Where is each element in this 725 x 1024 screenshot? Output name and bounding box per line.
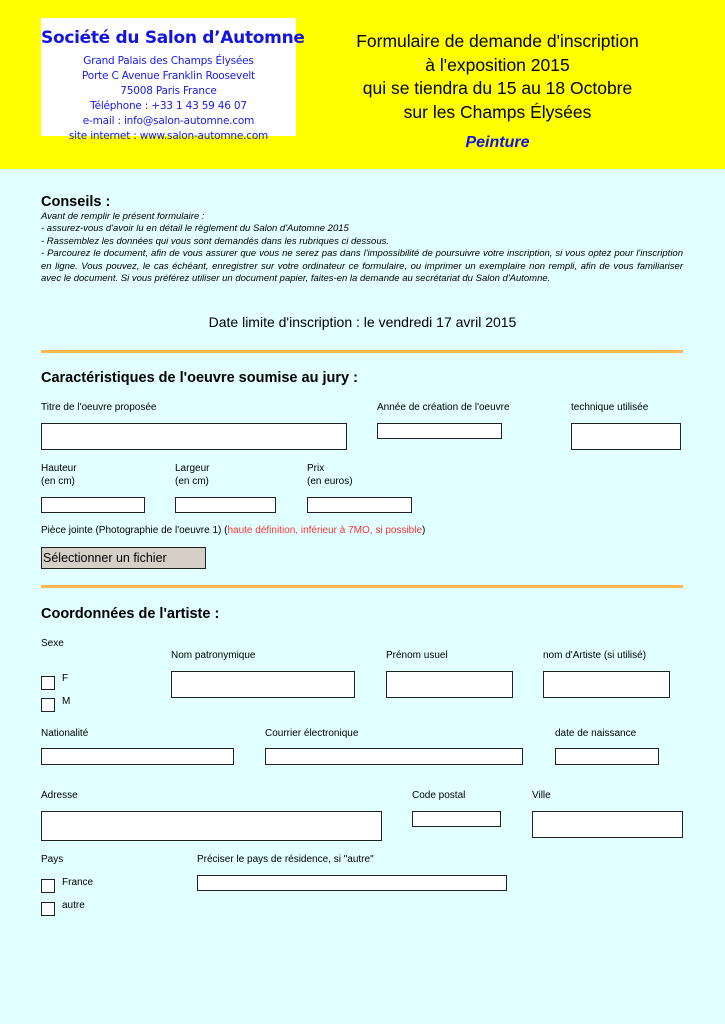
- title-line: sur les Champs Élysées: [403, 101, 592, 122]
- firstname-label: Prénom usuel: [386, 650, 448, 661]
- firstname-input[interactable]: [386, 671, 513, 698]
- sex-m-checkbox[interactable]: [41, 698, 55, 712]
- surname-label: Nom patronymique: [171, 650, 256, 661]
- attachment-label-text: Pièce jointe (Photographie de l'oeuvre 1) (: [41, 525, 228, 536]
- attachment-note: haute définition, inférieur à 7MO, si possible: [227, 525, 423, 536]
- technique-input[interactable]: [571, 423, 681, 450]
- technique-label: technique utilisée: [571, 402, 649, 413]
- section-divider: [41, 350, 683, 353]
- other-country-input[interactable]: [197, 875, 507, 891]
- sex-m-label: M: [62, 696, 71, 707]
- height-unit-text: (en cm): [41, 475, 75, 487]
- logo-website: site internet : www.salon-automne.com: [68, 130, 269, 142]
- sex-f-label: F: [62, 673, 69, 684]
- logo-address-line: 75008 Paris France: [120, 85, 217, 97]
- price-input[interactable]: [307, 497, 412, 513]
- address-label: Adresse: [41, 790, 78, 801]
- artist-name-label: nom d'Artiste (si utilisé): [543, 650, 647, 661]
- price-unit-text: (en euros): [307, 475, 353, 487]
- advice-line: Avant de remplir le présent formulaire :: [41, 211, 205, 222]
- sex-label: Sexe: [41, 638, 64, 649]
- advice-heading: Conseils :: [41, 194, 111, 210]
- advice-line: - assurez-vous d'avoir lu en détail le règlement du Salon d'Automne 2015: [41, 223, 349, 235]
- nationality-label: Nationalité: [41, 728, 89, 739]
- logo-address-line: Porte C Avenue Franklin Roosevelt: [82, 70, 255, 82]
- height-input[interactable]: [41, 497, 145, 513]
- height-label-text: Hauteur: [41, 463, 77, 474]
- logo-phone: Téléphone : +33 1 43 59 46 07: [90, 100, 247, 112]
- attachment-label-end: ): [422, 525, 426, 536]
- organization-name: Société du Salon d’Automne: [41, 28, 305, 48]
- width-label-text: Largeur: [175, 463, 210, 474]
- deadline-text: Date limite d'inscription : le vendredi 17 avril 2015: [208, 314, 517, 330]
- city-input[interactable]: [532, 811, 683, 838]
- country-label: Pays: [41, 854, 64, 865]
- category-label: Peinture: [465, 134, 530, 151]
- birthdate-label: date de naissance: [555, 728, 637, 739]
- logo-email: e-mail : info@salon-automne.com: [82, 115, 255, 127]
- title-line: qui se tiendra du 15 au 18 Octobre: [362, 78, 633, 98]
- sex-f-checkbox[interactable]: [41, 676, 55, 690]
- artwork-title-input[interactable]: [41, 423, 347, 450]
- width-input[interactable]: [175, 497, 276, 513]
- artist-name-input[interactable]: [543, 671, 670, 698]
- country-other-label: autre: [62, 900, 85, 911]
- email-label: Courrier électronique: [265, 728, 359, 739]
- width-unit-text: (en cm): [175, 475, 209, 487]
- advice-line: - Rassemblez les données qui vous sont demandés dans les rubriques ci dessous.: [41, 235, 389, 247]
- surname-input[interactable]: [171, 671, 355, 698]
- price-label: [307, 463, 353, 488]
- form-title: [330, 30, 665, 155]
- section-divider: [41, 585, 683, 588]
- creation-year-label: Année de création de l'oeuvre: [377, 402, 510, 413]
- select-file-button[interactable]: Sélectionner un fichier: [41, 547, 206, 569]
- country-france-checkbox[interactable]: [41, 879, 55, 893]
- organization-logo: [41, 18, 305, 142]
- other-country-label: Préciser le pays de résidence, si "autre": [197, 854, 374, 865]
- title-line: à l'exposition 2015: [425, 54, 570, 75]
- creation-year-input[interactable]: [377, 423, 502, 439]
- city-label: Ville: [532, 790, 551, 801]
- advice-line: - Parcourez le document, afin de vous assurer que vous ne serez pas dans l'impossibilité de poursuivre votre inscription, si vous optez pour l'inscription en ligne. Vous pouvez, le cas échéant, enregistrer sur votre ordinateur ce formulaire, ou imprimer un exemplaire non rempli, afin de vous familiariser avec le document. Si vous préférez utiliser un document papier, faites-en la demande au secrétariat du Salon d'Automne.: [41, 248, 683, 285]
- artwork-section-heading: Caractéristiques de l'oeuvre soumise au jury :: [41, 370, 358, 386]
- title-line: Formulaire de demande d'inscription: [356, 31, 639, 51]
- logo-address-line: Grand Palais des Champs Élysées: [83, 55, 254, 67]
- attachment-label: [41, 525, 425, 538]
- country-other-checkbox[interactable]: [41, 902, 55, 916]
- birthdate-input[interactable]: [555, 748, 659, 765]
- postal-code-input[interactable]: [412, 811, 501, 827]
- postal-code-label: Code postal: [412, 790, 466, 801]
- advice-text: [41, 211, 683, 285]
- country-france-label: France: [62, 877, 94, 888]
- height-label: [41, 463, 77, 488]
- email-input[interactable]: [265, 748, 523, 765]
- nationality-input[interactable]: [41, 748, 234, 765]
- artist-section-heading: Coordonnées de l'artiste :: [41, 606, 220, 622]
- price-label-text: Prix: [307, 463, 325, 474]
- width-label: [175, 463, 209, 488]
- artwork-title-label: Titre de l'oeuvre proposée: [41, 402, 157, 413]
- address-input[interactable]: [41, 811, 382, 841]
